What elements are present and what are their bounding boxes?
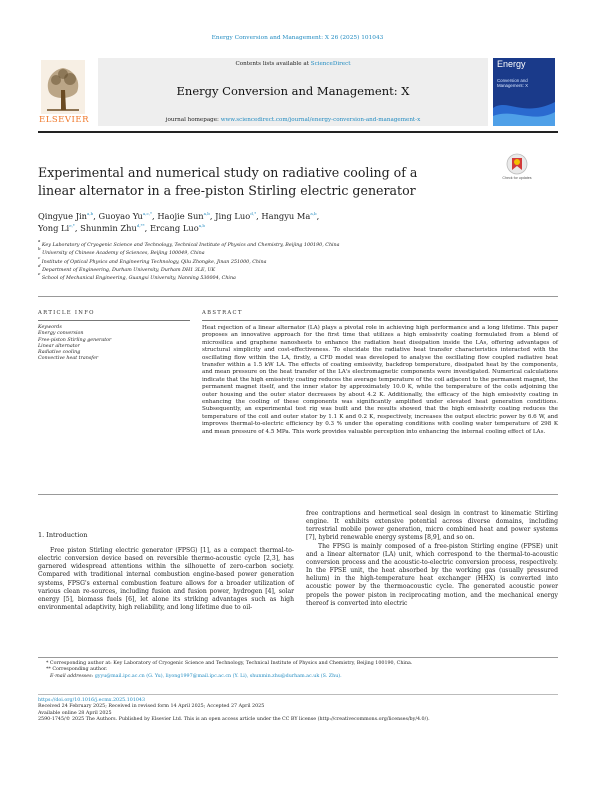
article-info-label: ARTICLE INFO [38,310,95,316]
affiliation-marker: d [38,262,41,268]
affiliation-text: Institute of Optical Physics and Engineering Technology, Qilu Zhongke, Jinan 251000, China [40,259,267,265]
info-rule [38,320,190,321]
badge-label: Check for updates [502,176,532,180]
author-list [38,211,558,234]
check-updates-icon [503,152,531,186]
author-name[interactable]: Yong Li [38,222,70,233]
affiliation-marker: a [38,238,41,243]
publisher-wordmark: ELSEVIER [39,115,89,125]
author-affil-marker[interactable]: a,b [198,222,205,228]
abstract-text: Heat rejection of a linear alternator (LA) plays a pivotal role in achieving high performance and a long lifetime. This paper proposes an innovative approach for the first time that utilizes a high emissivity coating formulated from a blend of microsilica and graphene nanosheets to enhance the radiation heat dissipation inside the LAs, offering advantages of structural simplicity and cost-effectiveness. To elucidate the radiative heat transfer characteristics interacted with the oscillating flow within the LA, firstly, a CFD model was developed to analyse the oscillating flow coupled radiative heat transfer within a 1.5 kW LA. The effects of coating emissivity, backdrop temperature, dissipated heat by the components, and mean pressure on the heat transfer of the LA's electromagnetic components were investigated. Numerical calculations indicate that the high emissivity coating reduces the average temperature of the coil adjacent to the permanent magnet, the permanent magnet itself, and the inner stator by approximately 10.0 K, while the temperature of the coils adjoining the outer housing and the outer stator decreases by about 4.2 K. Additionally, the efficacy of the high emissivity coating in enhancing the cooling of these components was significantly amplified under elevated heat generation conditions. Subsequently, an experimental test rig was built and the results showed that the high emissivity coating reduces the temperature of the coil and outer stator by 1.1 K and 0.2 K, respectively, increases the output electric power by 6.6 W, and improves thermal-to-electric efficiency by 0.3 % under the operating conditions with cooling water temperature of 298 K and mean pressure of 4.5 MPa. This work provides valuable perception into enhancing the internal cooling effect of LAs. [202,325,558,435]
affiliation-text: Key Laboratory of Cryogenic Science and Technology, Technical Institute of Physics and Chemistry, Beijing 100190, China [40,243,340,248]
footnote-corresponding-2: ** Corresponding author. [46,667,108,673]
journal-title: Energy Conversion and Management: X [176,84,410,98]
author-name[interactable]: Jing Luo [215,211,251,221]
affiliation-item [38,238,558,252]
author-affil-marker[interactable]: d,** [136,222,145,228]
affiliations [38,238,558,282]
received-dates: Received 24 February 2025; Received in revised form 14 April 2025; Accepted 27 April 2025 [38,704,265,710]
available-online: Available online 28 April 2025 [38,710,112,716]
footnotes [38,661,558,680]
keywords-label: Keywords [38,325,62,330]
abstract-label: ABSTRACT [202,310,243,316]
affiliation-marker: e [38,271,41,277]
cover-title: Energy [497,59,526,69]
author-name[interactable]: Guoyao Yu [98,211,143,221]
author-affil-marker[interactable]: a,b [310,211,317,216]
article-meta-footer [38,698,558,723]
license-statement: 2590-1745/© 2025 The Authors. Published by Elsevier Ltd. This is an open access article under the CC BY license (http://creativecommons.org/licenses/by/4.0/). [38,716,430,722]
author-separator: , [74,222,81,233]
bottom-rule [38,694,558,695]
doi-link[interactable]: https://doi.org/10.1016/j.ecmx.2025.101043 [38,698,146,703]
keyword-list [38,331,188,362]
keyword-item: Radiative cooling [38,350,81,356]
affiliation-item [38,271,558,282]
abstract-rule [202,320,558,321]
author-separator: , [316,211,320,221]
email-addresses[interactable]: gyyu@mail.ipc.ac.cn (G. Yu), liyong1997@mail.ipc.ac.cn (Y. Li), shunmin.zhu@durham.ac.uk (S. Zhu). [94,673,342,679]
affiliation-text: University of Chinese Academy of Sciences, Beijing 100049, China [40,251,205,257]
author-name[interactable]: Hangyu Ma [261,211,311,221]
journal-homepage [98,117,488,123]
keyword-item: Linear alternator [38,343,80,349]
sciencedirect-link[interactable]: ScienceDirect [310,61,351,67]
author-separator: , [152,211,158,221]
keyword-item: Convective heat transfer [38,356,99,362]
homepage-label: journal homepage: [165,117,221,123]
intro-paragraph-3: The FPSG is mainly composed of a free-piston Stirling engine (FPSE) unit and a linear alternator (LA) unit, which correspond to the thermal-to-acoustic conversion process and the acoustic-to-electric conversion process, respectively. In the FPSE unit, the heat absorbed by the working gas (usually pressured helium) in the high-temperature heat exchanger (HHX) is converted into acoustic power by the thermoacoustic cycle. The generated acoustic power propels the power piston in reciprocating motion, and the mechanical energy thereof is converted into electric [306,542,558,607]
affil-divider [38,296,558,297]
author-affil-marker[interactable]: d,* [250,211,257,216]
affiliation-item [38,246,558,257]
header-divider [38,131,558,133]
author-line-1 [38,211,558,223]
running-header[interactable]: Energy Conversion and Management: X 26 (2025) 101043 [211,35,384,41]
affiliation-text: Department of Engineering, Durham University, Durham DH1 3LE, UK [40,267,216,273]
keywords-block [38,325,188,363]
author-name[interactable]: Qingyue Jin [38,211,88,221]
author-separator: , [256,211,262,221]
keyword-item: Free-piston Stirling generator [38,337,112,343]
contents-line [98,61,488,67]
author-name[interactable]: Ercang Luo [149,222,199,233]
author-affil-marker[interactable]: a,c,* [142,211,153,216]
email-line [38,674,558,680]
author-affil-marker[interactable]: e,* [69,222,75,228]
author-line-2 [38,223,558,235]
keyword-item: Energy conversion [38,331,84,337]
author-affil-marker[interactable]: a,b [203,211,210,216]
intro-column-2 [306,510,558,608]
affiliation-text: School of Mechanical Engineering, Guangxi University, Nanning 530004, China [40,276,236,282]
author-separator: , [144,222,150,233]
author-name[interactable]: Haojie Sun [157,211,204,221]
cover-subtitle: Conversion and Management: X [497,78,528,88]
check-for-updates-badge[interactable] [503,152,531,186]
author-name[interactable]: Shunmin Zhu [80,222,137,233]
section-heading-introduction: 1. Introduction [38,531,88,539]
contents-text: Contents lists available at [235,61,311,67]
author-affil-marker[interactable]: a,b [87,211,94,216]
footnote-corresponding-1: * Corresponding author at: Key Laboratory of Cryogenic Science and Technology, Technical Institute of Physics and Chemistry, Beijing 100190, China. [46,661,413,666]
intro-paragraph-2: free contraptions and hermetical seal design in contrast to kinematic Stirling engine. It exhibits extensive potential across diverse domains, including terrestrial mobile power generation, micro combined heat and power systems [7], hybrid renewable energy systems [8,9], and so on. [306,510,558,542]
author-separator: , [209,211,216,221]
article-title: Experimental and numerical study on radiative cooling of a linear alternator in a free-piston Stirling electric generator [38,165,418,198]
elsevier-tree-logo [41,60,85,114]
affiliation-marker: b [38,246,41,252]
affiliation-marker: c [38,254,41,260]
abstract-bottom-rule [38,494,558,495]
author-separator: , [93,211,99,221]
intro-paragraph-1: Free piston Stirling electric generator (FPSG) [1], as a compact thermal-to-electric conversion device based on reversible thermo-acoustic cycle [2,3], has garnered widespread attentions within the silhouette of zero-carbon society. Compared with traditional internal combustion engine-based power generation systems, FPSG's external combustion feature allows for a broader utilization of various clean re-sources, including fusion and fusion power, hydrogen [4], solar energy [5], biomass fuels [6], let alone its striking advantages such as high environmental adaptivity, high reliability, and long lifetime due to oil- [38,547,294,612]
footnote-rule [38,657,558,658]
homepage-link[interactable]: www.sciencedirect.com/journal/energy-conversion-and-management-x [220,117,421,123]
email-label: E-mail addresses: [50,673,95,679]
